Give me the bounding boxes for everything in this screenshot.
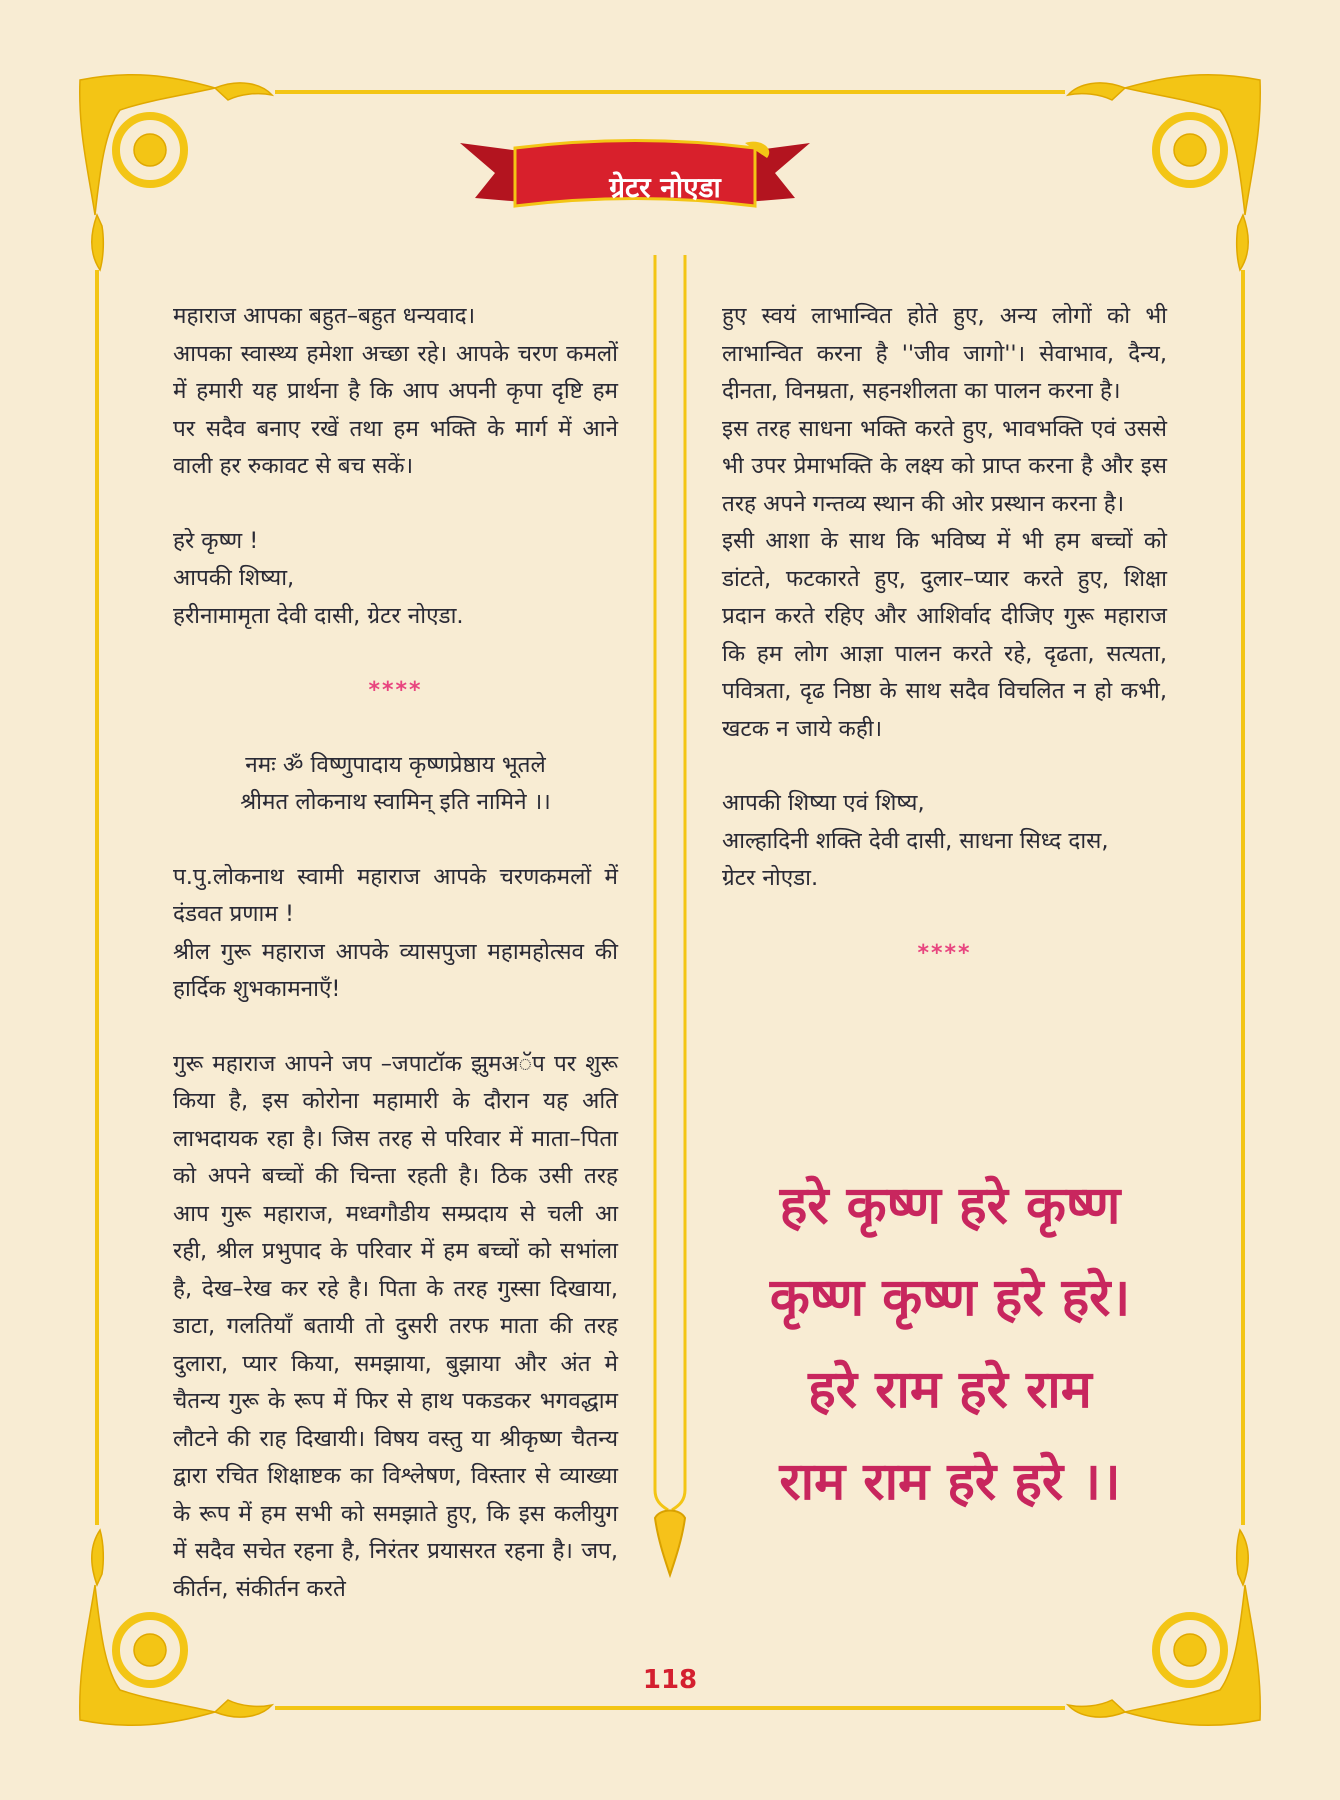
mantra-line: राम राम हरे हरे ।।: [779, 1452, 1121, 1512]
paragraph: हुए स्वयं लाभान्वित होते हुए, अन्य लोगों को भी लाभान्वित करना है ''जीव जागो''। सेवाभाव, दैन्य, दीनता, विनम्रता, सहनशीलता का पालन करना है।: [722, 303, 1167, 404]
page-title: ग्रेटर नोएडा: [609, 171, 721, 204]
mantra-line: हरे कृष्ण हरे कृष्ण: [779, 1176, 1121, 1236]
paragraph: गुरू महाराज आपने जप –जपाटॉक झुमअॅप पर शुरू किया है, इस कोरोना महामारी के दौरान यह अति लाभदायक रहा है। जिस तरह से परिवार में माता–पिता को अपने बच्चों की चिन्ता रहती है। ठिक उसी तरह आप गुरू महाराज, मध्वगौडीय सम्प्रदाय से चली आ रही, श्रील प्रभुपाद के परिवार में हम बच्चों को सभांला है, देख–रेख कर रहे है। पिता के तरह गुस्सा दिखाया, डाटा, गलतियाँ बतायी तो दुसरी तरफ माता की तरह दुलारा, प्यार किया, समझाया, बुझाया और अंत मे चैतन्य गुरू के रूप में फिर से हाथ पकडकर भगवद्धाम लौटने की राह दिखायी। विषय वस्तु या श्रीकृष्ण चैतन्य द्वारा रचित शिक्षाष्टक का विश्लेषण, विस्तार से व्याख्या के रूप में हम सभी को समझाते हुए, कि इस कलीयुग में सदैव सचेत रहना है, निरंतर प्रयासरत रहना है। जप, कीर्तन, संकीर्तन करते: [173, 1050, 618, 1602]
paragraph: आपका स्वास्थ्य हमेशा अच्छा रहे। आपके चरण कमलों में हमारी यह प्रार्थना है कि आप अपनी कृपा दृष्टि हम पर सदैव बनाए रखें तथा हम भक्ति के मार्ग में आने वाली हर रुकावट से बच सकें।: [173, 340, 618, 479]
maha-mantra: [700, 1160, 1200, 1528]
paragraph: प.पु.लोकनाथ स्वामी महाराज आपके चरणकमलों में दंडवत प्रणाम !: [173, 863, 618, 927]
paragraph: इसी आशा के साथ कि भविष्य में भी हम बच्चों को डांटते, फटकारते हुए, दुलार–प्यार करते हुए, शिक्षा प्रदान करते रहिए और आशिर्वाद दीजिए गुरू महाराज कि हम लोग आज्ञा पालन करते रहे, दृढता, सत्यता, पवित्रता, दृढ निष्ठा के साथ सदैव विचलित न हो कभी, खटक न जाये कही।: [722, 528, 1167, 742]
mantra-line: हरे राम हरे राम: [808, 1360, 1092, 1420]
signature-line: आपकी शिष्या एवं शिष्य,: [722, 790, 925, 816]
mantra-line: कृष्ण कृष्ण हरे हरे।: [769, 1268, 1131, 1328]
section-separator-stars: ****: [917, 940, 972, 966]
signature-names: आल्हादिनी शक्ति देवी दासी, साधना सिध्द दास,: [722, 827, 1109, 854]
verse-line: श्रीमत लोकनाथ स्वामिन् इति नामिने ।।: [240, 789, 551, 815]
divider-drop-ornament: [655, 1511, 685, 1576]
signature-name: हरीनामामृता देवी दासी, ग्रेटर नोएडा.: [173, 602, 464, 629]
verse-line: नमः ॐ विष्णुपादाय कृष्णप्रेष्ठाय भूतले: [245, 751, 546, 778]
paragraph: महाराज आपका बहुत–बहुत धन्यवाद।: [173, 303, 476, 329]
right-column: [722, 298, 1167, 972]
signature-place: ग्रेटर नोएडा.: [722, 865, 819, 891]
signature-line: आपकी शिष्या,: [173, 565, 295, 591]
corner-ornament-top-right: [1068, 75, 1260, 270]
column-divider: [655, 255, 685, 1510]
page-number: 118: [642, 1665, 698, 1695]
corner-ornament-top-left: [80, 75, 272, 270]
corner-ornament-bottom-right: [1068, 1530, 1260, 1725]
left-column: [173, 298, 618, 1608]
paragraph: श्रील गुरू महाराज आपके व्यासपुजा महामहोत्सव की हार्दिक शुभकामनाएँ!: [173, 938, 618, 1002]
paragraph: इस तरह साधना भक्ति करते हुए, भावभक्ति एवं उससे भी उपर प्रेमाभक्ति के लक्ष्य को प्राप्त करना है और इस तरह अपने गन्तव्य स्थान की ओर प्रस्थान करना है।: [722, 415, 1167, 517]
section-separator-stars: ****: [368, 678, 423, 703]
greeting: हरे कृष्ण !: [173, 527, 259, 554]
